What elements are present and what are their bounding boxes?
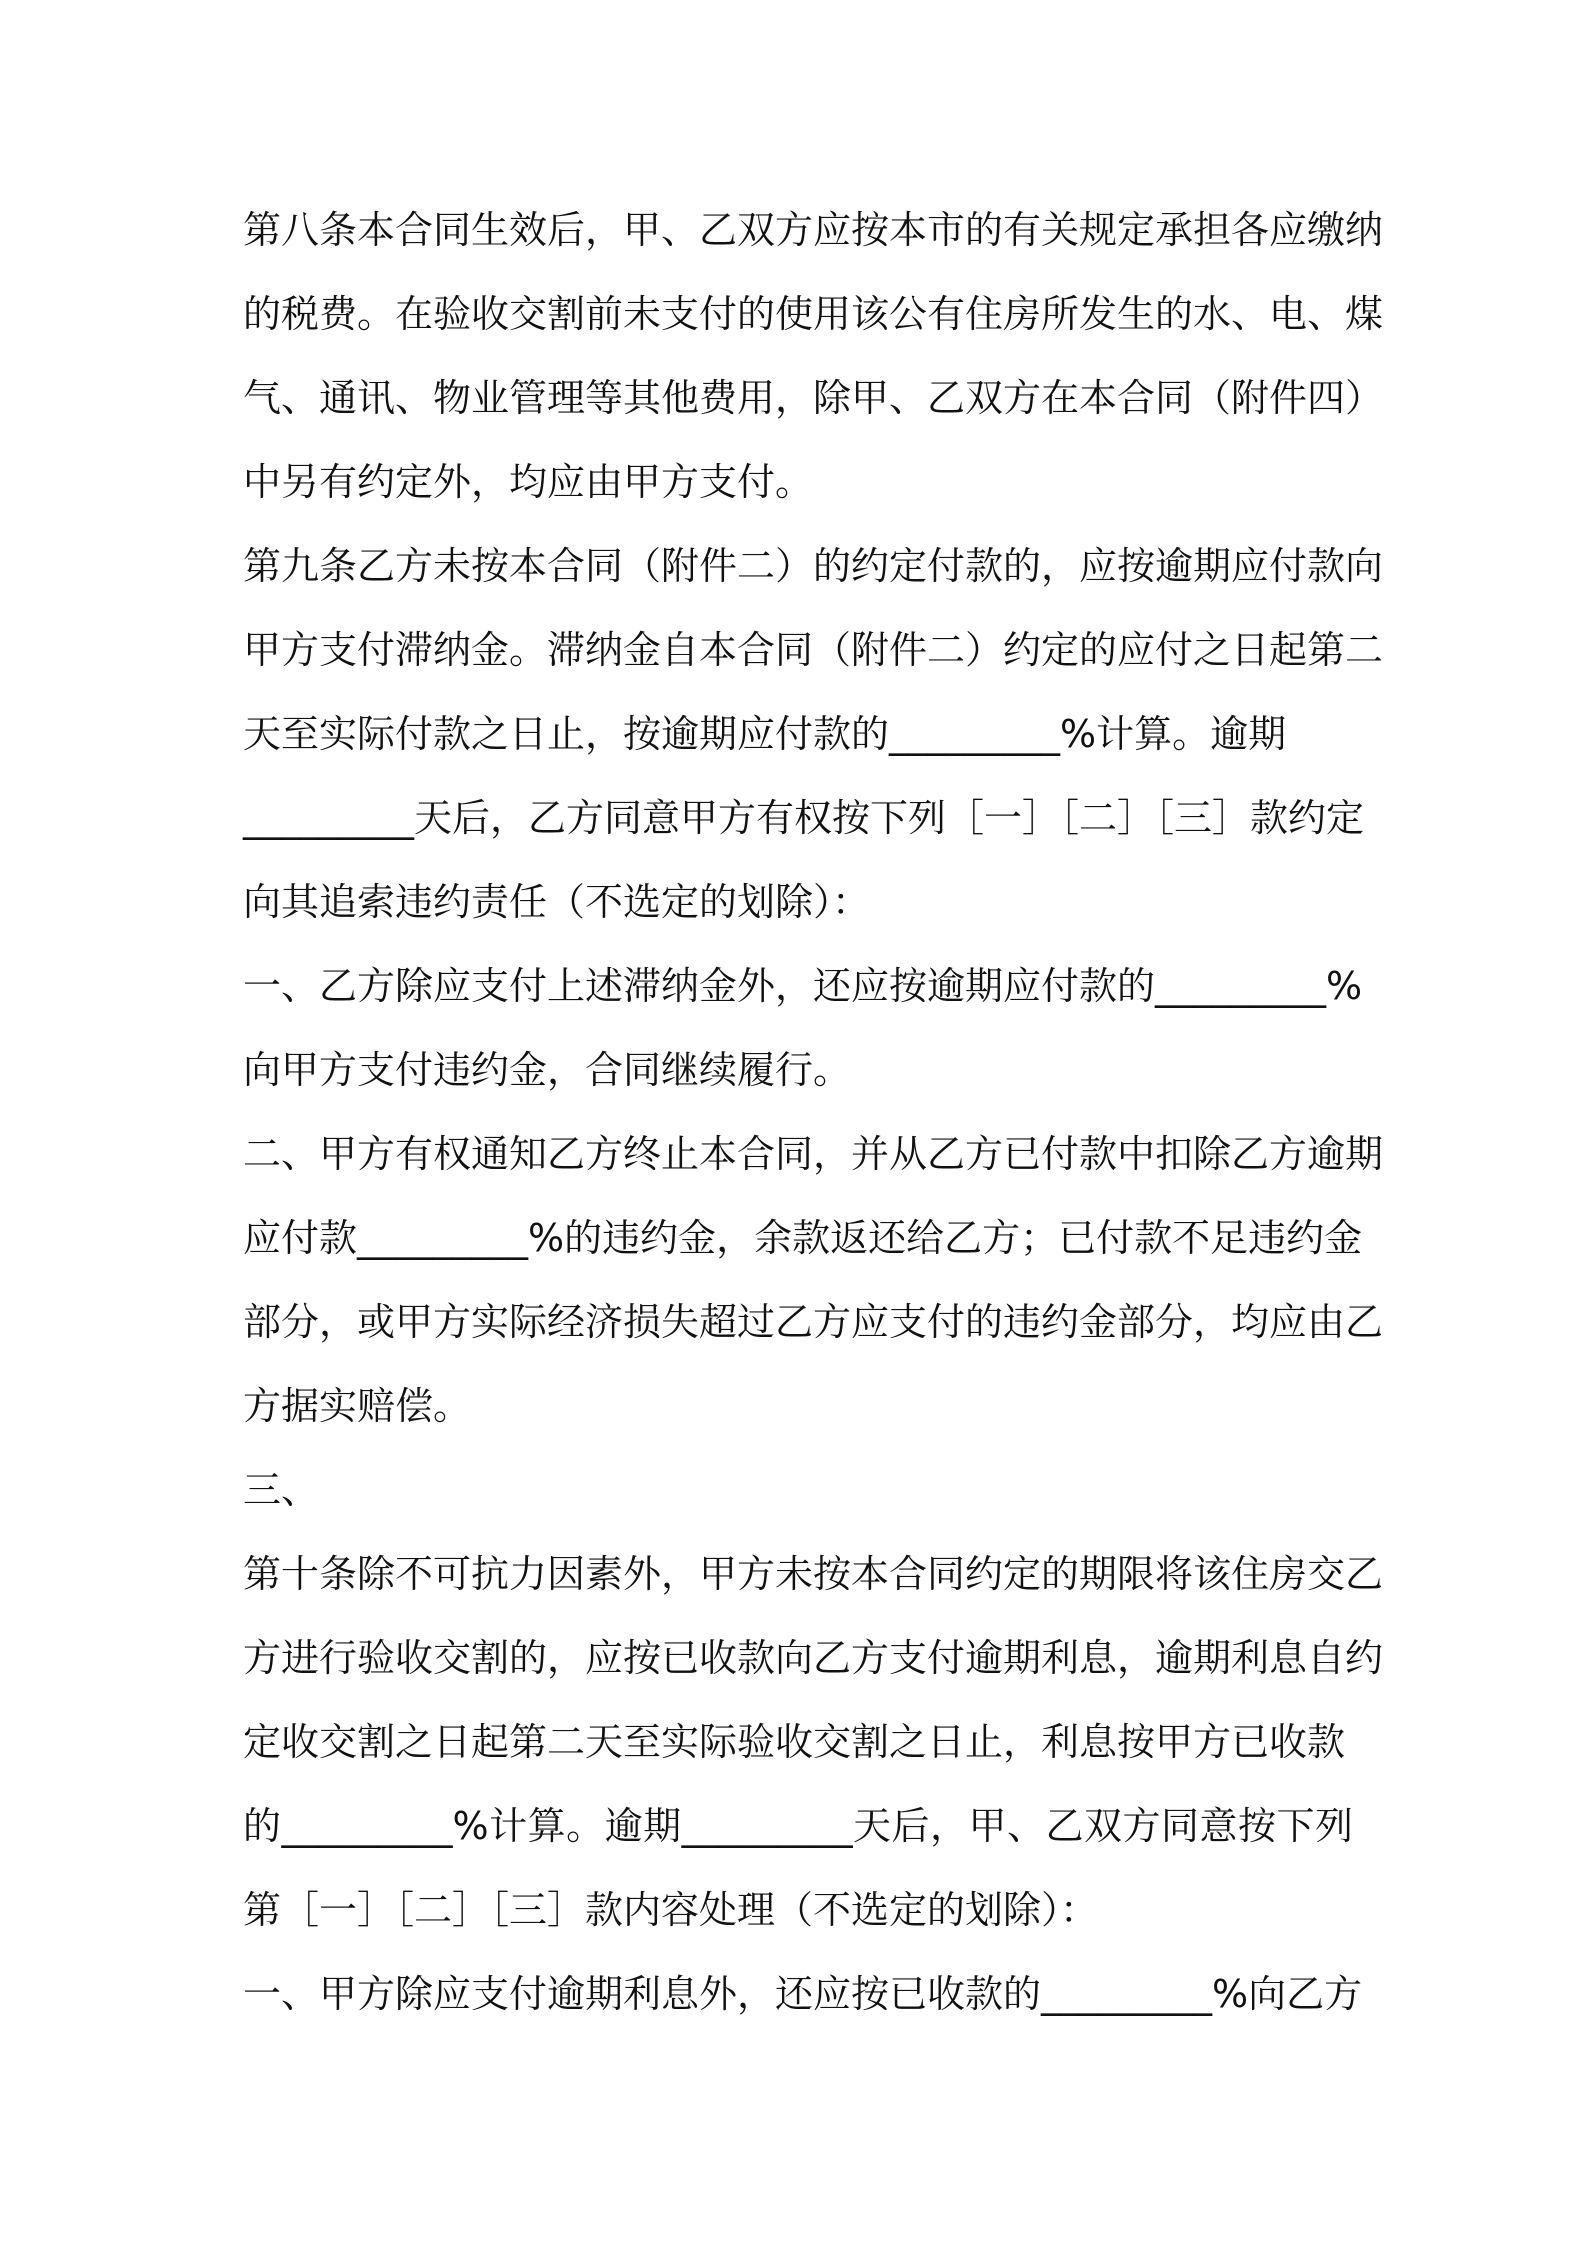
text-line-17: 第十条除不可抗力因素外，甲方未按本合同约定的期限将该住房交乙: [243, 1552, 1384, 1596]
text-line-8: _________天后，乙方同意甲方有权按下列［一］［二］［三］款约定: [243, 796, 1365, 840]
text-line-10: 一、乙方除应支付上述滞纳金外，还应按逾期应付款的_________%: [243, 964, 1363, 1008]
text-line-22: 一、甲方除应支付逾期利息外，还应按已收款的_________%向乙方: [243, 1972, 1363, 2016]
text-line-13: 应付款_________%的违约金，余款返还给乙方；已付款不足违约金: [243, 1216, 1363, 1260]
text-line-6: 甲方支付滞纳金。滞纳金自本合同（附件二）约定的应付之日起第二: [243, 628, 1384, 672]
text-line-20: 的_________%计算。逾期_________天后，甲、乙双方同意按下列: [243, 1804, 1353, 1848]
text-line-3: 气、通讯、物业管理等其他费用，除甲、乙双方在本合同（附件四）: [243, 376, 1384, 420]
text-line-1: 第八条本合同生效后，甲、乙双方应按本市的有关规定承担各应缴纳: [243, 208, 1384, 252]
text-line-9: 向其追索违约责任（不选定的划除）：: [243, 880, 871, 924]
text-line-18: 方进行验收交割的，应按已收款向乙方支付逾期利息，逾期利息自约: [243, 1636, 1384, 1680]
text-line-19: 定收交割之日起第二天至实际验收交割之日止，利息按甲方已收款: [243, 1720, 1346, 1764]
text-line-15: 方据实赔偿。: [243, 1384, 472, 1428]
text-line-12: 二、甲方有权通知乙方终止本合同，并从乙方已付款中扣除乙方逾期: [243, 1132, 1384, 1176]
text-line-4: 中另有约定外，均应由甲方支付。: [243, 460, 814, 504]
text-line-21: 第［一］［二］［三］款内容处理（不选定的划除）：: [243, 1888, 1099, 1932]
text-line-5: 第九条乙方未按本合同（附件二）的约定付款的，应按逾期应付款向: [243, 544, 1384, 588]
text-line-11: 向甲方支付违约金，合同继续履行。: [243, 1048, 852, 1092]
text-line-7: 天至实际付款之日止，按逾期应付款的_________%计算。逾期: [243, 712, 1287, 756]
text-line-16: 三、: [243, 1468, 320, 1512]
document-body: [243, 188, 1384, 2036]
text-line-2: 的税费。在验收交割前未支付的使用该公有住房所发生的水、电、煤: [243, 292, 1384, 336]
text-line-14: 部分，或甲方实际经济损失超过乙方应支付的违约金部分，均应由乙: [243, 1300, 1384, 1344]
